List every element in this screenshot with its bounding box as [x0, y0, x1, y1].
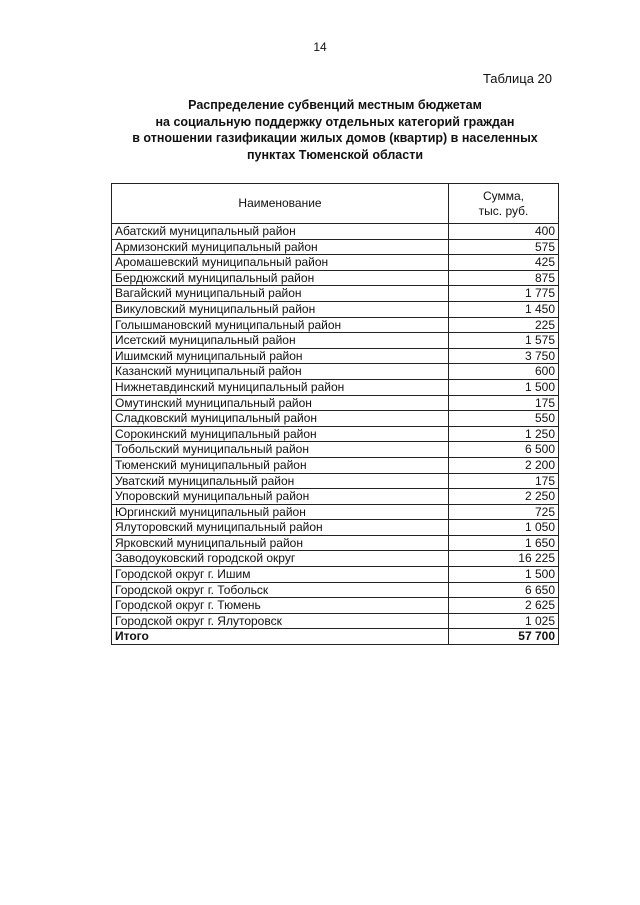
- row-sum: 2 625: [449, 598, 559, 614]
- table-row: [112, 457, 559, 473]
- table-row: [112, 395, 559, 411]
- table-row: [112, 535, 559, 551]
- heading-line: на социальную поддержку отдельных категорий граждан: [155, 114, 515, 129]
- row-name: Ишимский муниципальный район: [112, 348, 449, 364]
- table-row: [112, 364, 559, 380]
- row-sum: 175: [449, 473, 559, 489]
- row-name: Тюменский муниципальный район: [112, 457, 449, 473]
- row-sum: 425: [449, 255, 559, 271]
- total-label: Итого: [112, 629, 449, 645]
- row-sum: 1 575: [449, 333, 559, 349]
- table-row: [112, 489, 559, 505]
- row-name: Городской округ г. Ишим: [112, 567, 449, 583]
- row-name: Викуловский муниципальный район: [112, 301, 449, 317]
- row-name: Тобольский муниципальный район: [112, 442, 449, 458]
- table-row: [112, 270, 559, 286]
- row-name: Сорокинский муниципальный район: [112, 426, 449, 442]
- row-sum: 6 650: [449, 582, 559, 598]
- row-sum: 575: [449, 239, 559, 255]
- heading-line: Распределение субвенций местным бюджетам: [188, 98, 482, 112]
- table-heading: [110, 97, 560, 163]
- row-name: Ялуторовский муниципальный район: [112, 520, 449, 536]
- row-sum: 1 775: [449, 286, 559, 302]
- row-sum: 1 650: [449, 535, 559, 551]
- table-row: [112, 379, 559, 395]
- column-header-sum-line: Сумма,: [482, 188, 525, 203]
- row-sum: 875: [449, 270, 559, 286]
- row-sum: 2 250: [449, 489, 559, 505]
- heading-line: в отношении газификации жилых домов (квартир) в населенных: [132, 131, 538, 145]
- row-sum: 6 500: [449, 442, 559, 458]
- row-name: Юргинский муниципальный район: [112, 504, 449, 520]
- table-row: [112, 333, 559, 349]
- row-name: Армизонский муниципальный район: [112, 239, 449, 255]
- row-name: Городской округ г. Тобольск: [112, 582, 449, 598]
- row-name: Омутинский муниципальный район: [112, 395, 449, 411]
- row-name: Голышмановский муниципальный район: [112, 317, 449, 333]
- table-row: [112, 426, 559, 442]
- row-sum: 725: [449, 504, 559, 520]
- row-sum: 175: [449, 395, 559, 411]
- table-row: [112, 224, 559, 240]
- table-row: [112, 504, 559, 520]
- table-row: [112, 582, 559, 598]
- total-sum: 57 700: [449, 629, 559, 645]
- row-name: Городской округ г. Тюмень: [112, 598, 449, 614]
- table-row: [112, 520, 559, 536]
- table-row: [112, 348, 559, 364]
- row-sum: 1 025: [449, 613, 559, 629]
- row-sum: 1 250: [449, 426, 559, 442]
- table-row: [112, 473, 559, 489]
- row-sum: 1 450: [449, 301, 559, 317]
- row-sum: 1 500: [449, 567, 559, 583]
- row-name: Вагайский муниципальный район: [112, 286, 449, 302]
- row-sum: 225: [449, 317, 559, 333]
- row-name: Уватский муниципальный район: [112, 473, 449, 489]
- subvention-table: [111, 183, 559, 645]
- table-row: [112, 301, 559, 317]
- row-sum: 550: [449, 411, 559, 427]
- row-name: Аромашевский муниципальный район: [112, 255, 449, 271]
- row-name: Исетский муниципальный район: [112, 333, 449, 349]
- row-sum: 600: [449, 364, 559, 380]
- row-name: Упоровский муниципальный район: [112, 489, 449, 505]
- row-name: Нижнетавдинский муниципальный район: [112, 379, 449, 395]
- heading-line: пунктах Тюменской области: [246, 147, 424, 162]
- table-row: [112, 567, 559, 583]
- table-row: [112, 551, 559, 567]
- row-sum: 1 500: [449, 379, 559, 395]
- table-row: [112, 286, 559, 302]
- row-name: Бердюжский муниципальный район: [112, 270, 449, 286]
- row-name: Заводоуковский городской округ: [112, 551, 449, 567]
- row-sum: 2 200: [449, 457, 559, 473]
- table-row: [112, 317, 559, 333]
- row-name: Городской округ г. Ялуторовск: [112, 613, 449, 629]
- row-sum: 16 225: [449, 551, 559, 567]
- page-number: 14: [313, 40, 327, 54]
- table-row: [112, 411, 559, 427]
- table-row: [112, 613, 559, 629]
- table-row: [112, 442, 559, 458]
- table-row: [112, 598, 559, 614]
- total-row: [112, 629, 559, 645]
- row-name: Ярковский муниципальный район: [112, 535, 449, 551]
- table-label: Таблица 20: [482, 71, 552, 86]
- column-header-sum-line: тыс. руб.: [478, 203, 529, 218]
- table-row: [112, 255, 559, 271]
- row-sum: 1 050: [449, 520, 559, 536]
- row-name: Сладковский муниципальный район: [112, 411, 449, 427]
- row-sum: 3 750: [449, 348, 559, 364]
- table-row: [112, 239, 559, 255]
- column-header-sum: [449, 184, 559, 224]
- row-sum: 400: [449, 224, 559, 240]
- row-name: Казанский муниципальный район: [112, 364, 449, 380]
- table-body: [112, 224, 559, 645]
- header-row: [112, 184, 559, 224]
- column-header-name: Наименование: [112, 184, 449, 224]
- row-name: Абатский муниципальный район: [112, 224, 449, 240]
